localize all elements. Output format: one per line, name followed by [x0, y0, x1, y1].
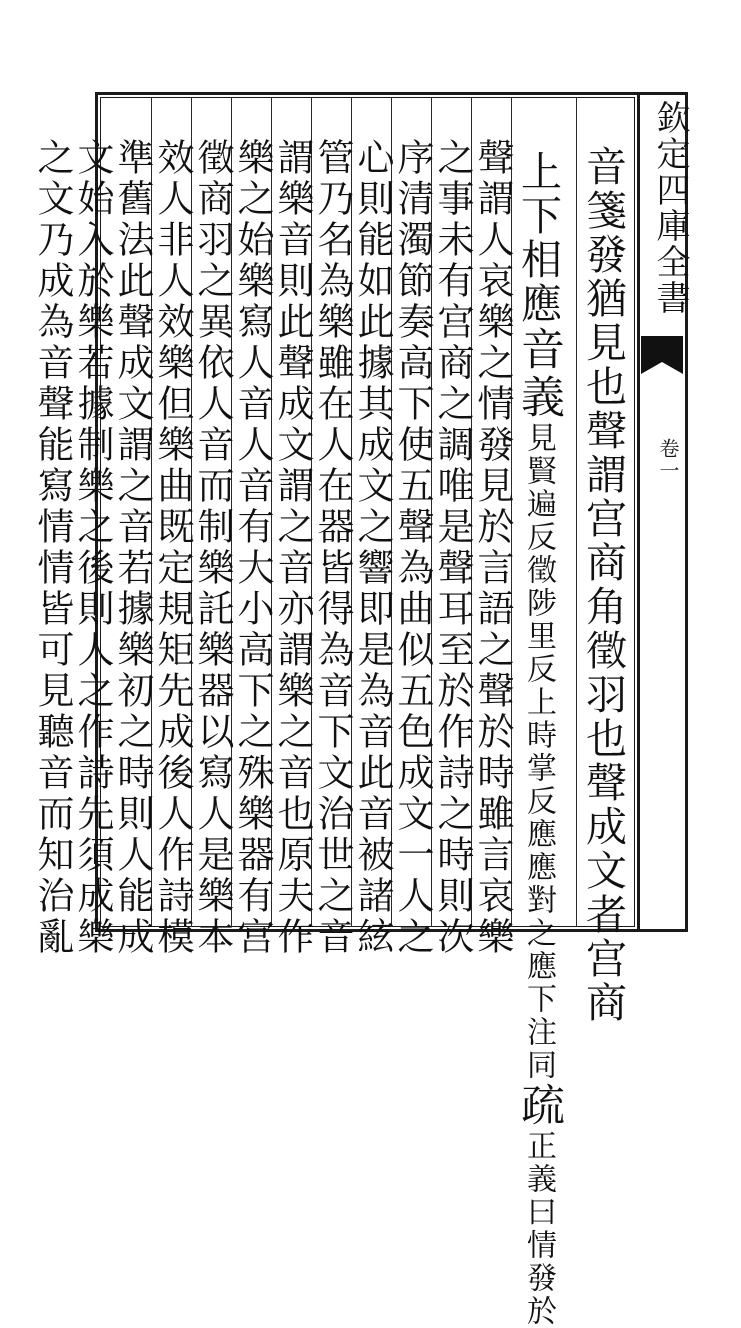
margin-juan-label: 卷一 — [656, 438, 680, 482]
column-rule — [576, 97, 577, 927]
column-2-segment-4: 疏 — [513, 1082, 564, 1130]
text-column-3: 聲謂人哀樂之情發見於言語之聲於時雖言哀樂 — [471, 138, 514, 958]
fish-tail-mark — [641, 336, 683, 362]
column-2-segment-1: 上下相應 — [514, 150, 562, 326]
text-column-10: 徵商羽之異依人音而制樂託樂器以寫人是樂本 — [191, 138, 234, 958]
column-2-segment-5: 正義曰情發於 — [521, 1130, 556, 1328]
text-column-1: 音箋發猶見也聲謂宫商角徵羽也聲成文者宫商 — [579, 145, 627, 1025]
text-column-14: 之文乃成為音聲能寫情情皆可見聽音而知治亂 — [31, 138, 74, 958]
text-column-9: 樂之始樂寫人音人音有大小高下之殊樂器有宫 — [231, 138, 274, 958]
text-column-2 — [513, 150, 564, 1328]
margin-book-title: 欽定四庫全書 — [650, 100, 690, 316]
text-column-6: 心則能如此據其成文之響即是為音此音被諸絃 — [351, 138, 394, 958]
column-2-segment-3: 見賢遍反徵陟里反上時掌反應應對之應下注同 — [521, 422, 556, 1082]
text-column-11: 效人非人效樂但樂曲既定規矩先成後人作詩模 — [151, 138, 194, 958]
text-column-13: 文始入於樂若據制樂之後則人之作詩先須成樂 — [71, 138, 114, 958]
column-2-segment-2: 音義 — [513, 326, 564, 422]
text-column-5: 序清濁節奏高下使五聲為曲似五色成文一人之 — [391, 138, 434, 958]
text-column-7: 管乃名為樂雖在人在器皆得為音下文治世之音 — [311, 138, 354, 958]
text-column-8: 謂樂音則此聲成文謂之音亦謂樂之音也原夫作 — [271, 138, 314, 958]
text-column-4: 之事未有宫商之調唯是聲耳至於作詩之時則次 — [431, 138, 474, 958]
text-column-12: 準舊法此聲成文謂之音若據樂初之時則人能成 — [111, 138, 154, 958]
